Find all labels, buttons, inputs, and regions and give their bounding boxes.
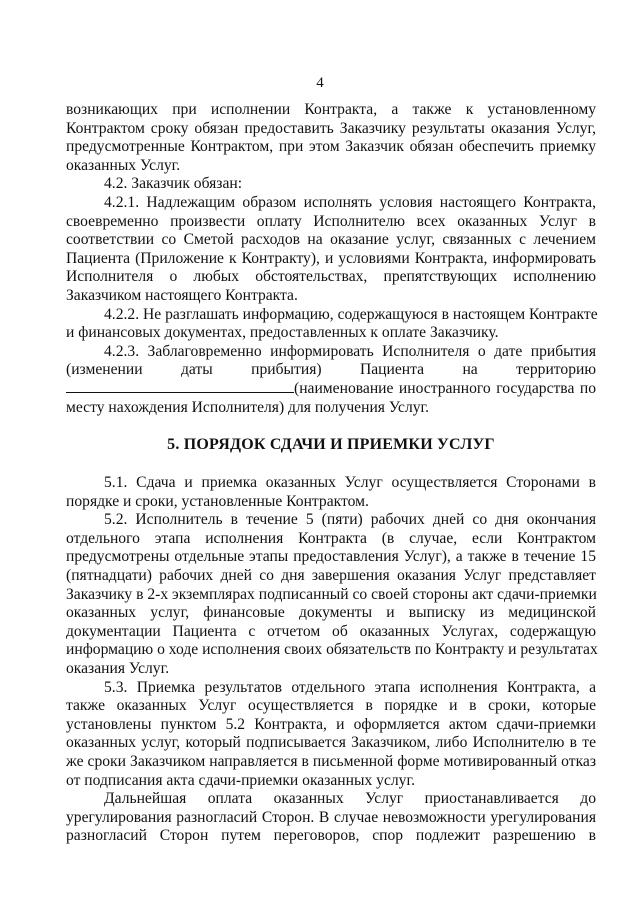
- text-line: 4.2.2. Не разглашать информацию, содержащуюся в настоящем Контракте: [104, 305, 598, 323]
- text-line-with-blank: [66, 380, 596, 399]
- text-line: также оказанных Услуг осуществляется в порядке и в сроки, которые: [66, 697, 596, 715]
- text-line: возникающих при исполнении Контракта, а также к установленному: [66, 101, 596, 118]
- text-line: (изменении даты прибытия) Пациента на территорию: [66, 361, 596, 379]
- text-line: 5.2. Исполнитель в течение 5 (пяти) рабочих дней со дня окончания: [104, 511, 596, 529]
- text-line: Заказчиком настоящего Контракта.: [66, 286, 298, 304]
- text-line: и финансовых документах, предоставленных к оплате Заказчику.: [66, 324, 499, 342]
- text-line: месту нахождения Исполнителя) для получения Услуг.: [66, 398, 430, 416]
- text-line: отдельного этапа исполнения Контракта (в случае, если Контрактом: [66, 529, 596, 547]
- text-line: же сроки Заказчиком направляется в письменной форме мотивированный отказ: [66, 753, 596, 770]
- text-line: разногласий Сторон путем переговоров, спор подлежит разрешению в: [66, 827, 596, 845]
- paragraph-intro: [66, 101, 596, 175]
- text-line: предусмотренные Контрактом, при этом Заказчик обязан обеспечить приемку: [66, 138, 596, 156]
- text-line: Дальнейшая оплата оказанных Услуг приостанавливается до: [104, 790, 596, 808]
- text-line: оказания Услуг.: [66, 660, 170, 678]
- section-heading: 5. ПОРЯДОК СДАЧИ И ПРИЕМКИ УСЛУГ: [167, 436, 495, 454]
- text-line: (пятнадцати) рабочих дней со дня завершения оказания Услуг представляет: [66, 567, 596, 585]
- text-line: соответствии со Сметой расходов на оказание услуг, связанных с лечением: [66, 231, 596, 249]
- text-line: 5.3. Приемка результатов отдельного этапа исполнения Контракта, а: [104, 678, 596, 696]
- document-body: [66, 101, 596, 846]
- blank-fill-line: [66, 380, 294, 393]
- text-fragment: (наименование иностранного государства по: [294, 379, 596, 397]
- clause-title: 4.2. Заказчик обязан:: [104, 175, 243, 193]
- text-line: 5.1. Сдача и приемка оказанных Услуг осуществляется Сторонами в: [104, 474, 596, 492]
- paragraph-4-2-3: [66, 343, 596, 417]
- text-line: урегулирования разногласий Сторон. В случае невозможности урегулирования: [66, 808, 596, 826]
- text-line: 4.2.1. Надлежащим образом исполнять условия настоящего Контракта,: [104, 193, 596, 211]
- paragraph-4-2: [66, 175, 596, 194]
- paragraph-4-2-1: [66, 194, 596, 306]
- paragraph-5-3-continued: [66, 790, 596, 846]
- text-line: информацию о ходе исполнения своих обязательств по Контракту и результатах: [66, 641, 598, 659]
- text-line: своевременно произвести оплату Исполнителю всех оказанных Услуг в: [66, 212, 596, 230]
- text-line: Заказчику в 2-х экземплярах подписанный со своей стороны акт сдачи-приемки: [66, 585, 597, 603]
- paragraph-5-1: [66, 474, 596, 511]
- text-line: оказанных Услуг.: [66, 156, 181, 174]
- text-line: оказанных услуг, финансовые документы и выписку из медицинской: [66, 604, 596, 622]
- text-line: Контрактом сроку обязан предоставить Заказчику результаты оказания Услуг,: [66, 119, 596, 137]
- text-line: Исполнителя о любых обстоятельствах, препятствующих исполнению: [66, 268, 596, 286]
- text-line: 4.2.3. Заблаговременно информировать Исполнителя о дате прибытия: [104, 342, 596, 360]
- paragraph-5-2: [66, 511, 596, 678]
- text-line: порядке и сроки, установленные Контрактом.: [66, 492, 369, 510]
- text-line: оказанных услуг, который подписывается Заказчиком, либо Исполнителю в те: [66, 734, 596, 752]
- page-number: 4: [316, 75, 324, 91]
- text-line: Пациента (Приложение к Контракту), и условиями Контракта, информировать: [66, 249, 596, 267]
- text-line: от подписания акта сдачи-приемки оказанных услуг.: [66, 771, 415, 789]
- text-line: документации Пациента с отчетом об оказанных Услугах, содержащую: [66, 622, 596, 640]
- text-line: предусмотрены отдельные этапы предоставления Услуг), а также в течение 15: [66, 548, 596, 566]
- paragraph-5-3: [66, 679, 596, 791]
- paragraph-4-2-2: [66, 306, 596, 343]
- text-line: установлены пунктом 5.2 Контракта, и оформляется актом сдачи-приемки: [66, 715, 596, 733]
